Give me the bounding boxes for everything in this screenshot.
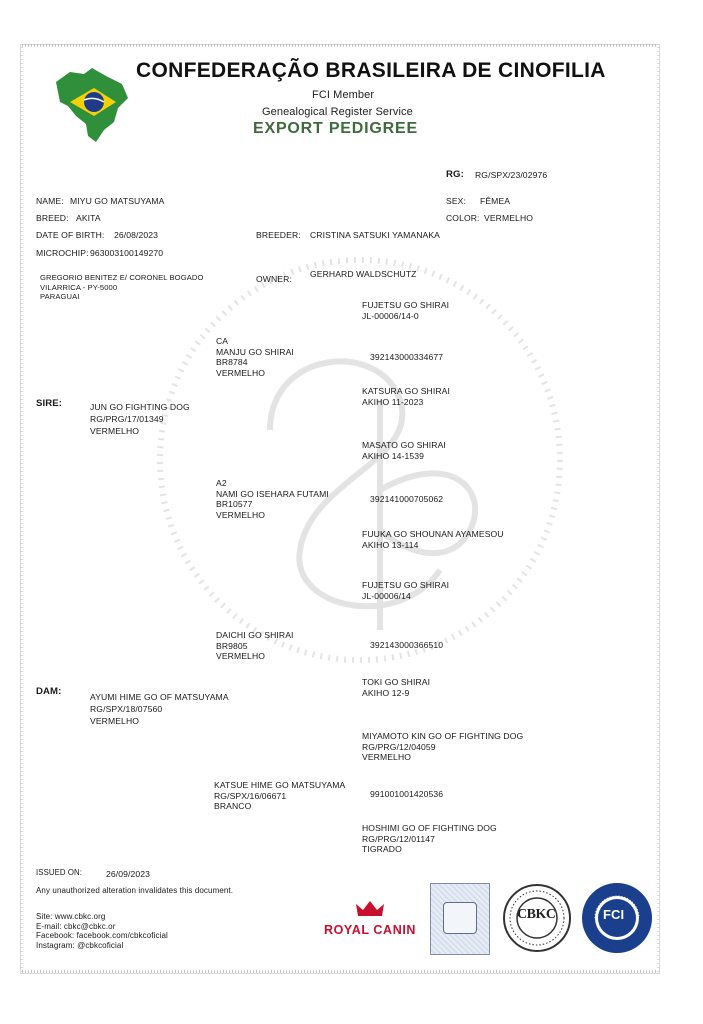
name-label: NAME:: [36, 196, 64, 206]
title-text: CA: [216, 336, 229, 346]
ancestor-entry: [362, 677, 430, 698]
dog-name-text: TOKI GO SHIRAI: [362, 677, 431, 687]
microtext-border-left: [21, 46, 23, 972]
owner-name: GERHARD WALDSCHUTZ: [310, 269, 417, 279]
alteration-warning: Any unauthorized alteration invalidates this document.: [36, 886, 234, 895]
color-text: VERMELHO: [216, 651, 266, 661]
dog-name-text: FUJETSU GO SHIRAI: [362, 580, 450, 590]
dog-name-text: HOSHIMI GO OF FIGHTING DOG: [362, 823, 497, 833]
ancestor-entry: [362, 529, 504, 550]
dog-dob: 26/08/2023: [114, 230, 159, 240]
dog-name-text: DAICHI GO SHIRAI: [216, 630, 294, 640]
color-text: VERMELHO: [216, 509, 266, 520]
sire-name: JUN GO FIGHTING DOG: [90, 402, 190, 412]
color-text: TIGRADO: [362, 844, 402, 854]
ancestor-microchip: 991001001420536: [370, 789, 444, 799]
contact-email: E-mail: cbkc@cbkc.or: [36, 921, 116, 931]
owner-address-line: PARAGUAI: [40, 292, 80, 301]
color-text: VERMELHO: [362, 752, 412, 762]
register-service-text: Genealogical Register Service: [262, 106, 413, 118]
royal-canin-logo: [320, 898, 420, 938]
sire-color: VERMELHO: [90, 426, 140, 436]
ancestor-entry: [362, 823, 497, 855]
dog-name-text: MANJU GO SHIRAI: [216, 346, 294, 357]
registration-text: JL-00006/14-0: [362, 310, 419, 321]
registration-text: AKIHO 14-1539: [362, 450, 424, 461]
fci-text: FCI: [603, 907, 625, 922]
ancestor-microchip: 392141000705062: [370, 494, 444, 504]
ancestor-entry: [362, 731, 523, 763]
contact-info: [36, 912, 168, 950]
ancestor-entry: [362, 386, 450, 407]
registration-text: RG/SPX/16/06671: [214, 790, 287, 801]
microchip-label: MICROCHIP:: [36, 248, 89, 258]
breeder-label: BREEDER:: [256, 230, 301, 240]
sire-info: [90, 401, 190, 437]
dog-color: VERMELHO: [484, 213, 534, 223]
organization-title: CONFEDERAÇÃO BRASILEIRA DE CINOFILIA: [136, 59, 606, 82]
registration-text: RG/PRG/12/04059: [362, 741, 436, 752]
owner-address-line: GREGORIO BENITEZ E/ CORONEL BOGADO: [40, 273, 204, 282]
registration-text: BR8784: [216, 357, 248, 367]
color-text: VERMELHO: [216, 367, 266, 378]
registration-text: BR10577: [216, 499, 253, 509]
dam-color: VERMELHO: [90, 716, 140, 726]
ancestor-entry: [362, 580, 449, 601]
document-type: EXPORT PEDIGREE: [253, 120, 418, 137]
ancestor-microchip: 392143000366510: [370, 640, 444, 650]
cbkc-text: CBKC: [517, 907, 556, 922]
ancestor-entry: [362, 440, 446, 461]
microtext-border-bottom: [22, 970, 658, 973]
issued-label: ISSUED ON:: [36, 868, 83, 877]
watermark-logo: [150, 230, 570, 690]
ancestor-microchip: 392143000334677: [370, 352, 444, 362]
grandparent-dam-dam: [214, 780, 345, 812]
brazil-map-icon: [50, 64, 132, 146]
grandparent-sire-sire: [216, 336, 294, 378]
sire-label: SIRE:: [36, 398, 63, 409]
dog-name-text: MASATO GO SHIRAI: [362, 440, 446, 450]
contact-instagram: Instagram: @cbkcoficial: [36, 940, 124, 950]
breeder-name: CRISTINA SATSUKI YAMANAKA: [310, 230, 441, 240]
dog-name-text: KATSUE HIME GO MATSUYAMA: [214, 780, 346, 790]
registration-text: AKIHO 12-9: [362, 687, 410, 698]
registration-text: AKIHO 11-2023: [362, 396, 424, 407]
owner-address-line: VILARRICA - PY-5000: [40, 282, 118, 292]
dog-name-text: FUUKA GO SHOUNAN AYAMESOU: [362, 529, 504, 539]
title-text: A2: [216, 478, 227, 488]
royal-canin-text: ROYAL CANIN: [323, 923, 417, 937]
rg-value: RG/SPX/23/02976: [475, 170, 548, 180]
breed-label: BREED:: [36, 213, 69, 223]
dog-sex: FÊMEA: [480, 196, 511, 206]
rg-label: RG:: [446, 169, 464, 180]
sire-registration: RG/PRG/17/01349: [90, 414, 164, 424]
registration-text: RG/PRG/12/01147: [362, 833, 435, 844]
contact-site: Site: www.cbkc.org: [36, 912, 106, 921]
dob-label: DATE OF BIRTH:: [36, 230, 105, 240]
ancestor-entry: [362, 300, 449, 321]
contact-facebook: Facebook: facebook.com/cbkcoficial: [36, 931, 168, 940]
registration-text: AKIHO 13-114: [362, 539, 419, 550]
registration-text: BR9805: [216, 640, 248, 651]
dog-name-text: KATSURA GO SHIRAI: [362, 386, 450, 396]
dog-name-text: NAMI GO ISEHARA FUTAMI: [216, 488, 329, 499]
color-label: COLOR:: [446, 213, 480, 223]
dog-name-text: MIYAMOTO KIN GO OF FIGHTING DOG: [362, 731, 524, 741]
color-text: BRANCO: [214, 801, 252, 811]
seal-emblem: [443, 902, 477, 934]
fci-member-text: FCI Member: [312, 89, 375, 101]
issued-date: 26/09/2023: [106, 869, 151, 879]
dam-registration: RG/SPX/18/07560: [90, 704, 163, 714]
dog-microchip: 963003100149270: [90, 248, 164, 258]
dam-label: DAM:: [36, 686, 62, 697]
dam-info: [90, 691, 229, 727]
owner-address: [40, 273, 203, 302]
registration-text: JL-00006/14: [362, 590, 411, 601]
sex-label: SEX:: [446, 196, 466, 206]
dam-name: AYUMI HIME GO OF MATSUYAMA: [90, 692, 229, 702]
dog-name: MIYU GO MATSUYAMA: [70, 196, 165, 206]
grandparent-sire-dam: [216, 478, 329, 520]
dog-breed: AKITA: [76, 213, 101, 223]
dog-name-text: FUJETSU GO SHIRAI: [362, 300, 450, 310]
security-seal-icon: [430, 883, 490, 955]
microtext-border-top: [22, 44, 658, 47]
microtext-border-right: [657, 46, 659, 972]
grandparent-dam-sire: [216, 630, 294, 662]
owner-label: OWNER:: [256, 274, 292, 284]
crown-icon: [320, 898, 420, 918]
